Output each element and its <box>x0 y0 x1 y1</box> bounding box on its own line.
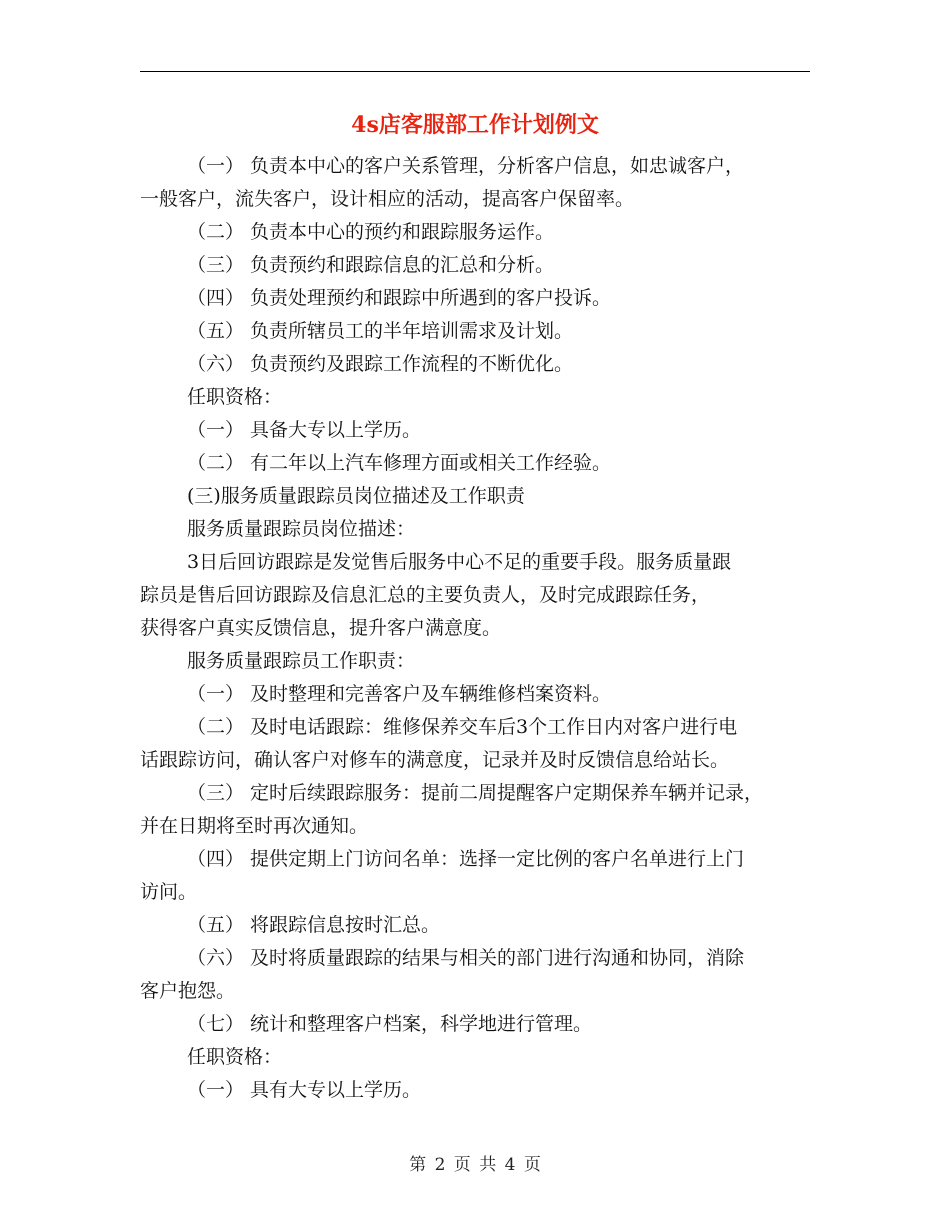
text-line: 踪员是售后回访跟踪及信息汇总的主要负责人，及时完成跟踪任务， <box>140 584 711 606</box>
text-line: 并在日期将至时再次通知。 <box>140 815 369 837</box>
text-line: 客户抱怨。 <box>140 980 236 1002</box>
section-heading: (三)服务质量跟踪员岗位描述及工作职责 <box>187 485 525 507</box>
text-line: （七） 统计和整理客户档案，科学地进行管理。 <box>187 1013 593 1035</box>
text-line: （四） 负责处理预约和跟踪中所遇到的客户投诉。 <box>187 287 612 309</box>
text-line: （六） 负责预约及跟踪工作流程的不断优化。 <box>187 353 574 375</box>
text-line: （三） 负责预约和跟踪信息的汇总和分析。 <box>187 254 555 276</box>
section-heading: 服务质量跟踪员工作职责： <box>187 650 416 672</box>
text-line: （一） 具有大专以上学历。 <box>187 1079 422 1101</box>
text-line: （四） 提供定期上门访问名单：选择一定比例的客户名单进行上门 <box>187 848 745 870</box>
text-line: （二） 有二年以上汽车修理方面或相关工作经验。 <box>187 452 612 474</box>
text-line: （五） 负责所辖员工的半年培训需求及计划。 <box>187 320 574 342</box>
text-line: 3日后回访跟踪是发觉售后服务中心不足的重要手段。服务质量跟 <box>187 551 732 573</box>
text-line: （一） 具备大专以上学历。 <box>187 419 422 441</box>
section-heading: 服务质量跟踪员岗位描述： <box>187 518 416 540</box>
text-line: 一般客户，流失客户，设计相应的活动，提高客户保留率。 <box>140 188 635 210</box>
text-line: （二） 负责本中心的预约和跟踪服务运作。 <box>187 221 555 243</box>
header-rule <box>140 71 810 72</box>
document-body <box>140 150 812 1107</box>
text-line: （六） 及时将质量跟踪的结果与相关的部门进行沟通和协同，消除 <box>187 947 745 969</box>
text-line: （一） 负责本中心的客户关系管理，分析客户信息，如忠诚客户， <box>187 155 745 177</box>
section-heading: 任职资格： <box>187 1046 283 1068</box>
text-line: （二） 及时电话跟踪：维修保养交车后3个工作日内对客户进行电 <box>187 716 738 738</box>
text-line: 话跟踪访问，确认客户对修车的满意度，记录并及时反馈信息给站长。 <box>140 749 730 771</box>
text-line: 获得客户真实反馈信息，提升客户满意度。 <box>140 617 502 639</box>
document-title: 4s店客服部工作计划例文 <box>351 112 599 138</box>
text-line: （一） 及时整理和完善客户及车辆维修档案资料。 <box>187 683 612 705</box>
text-line: 访问。 <box>140 881 198 903</box>
page-number-footer: 第 2 页 共 4 页 <box>409 1155 541 1175</box>
text-line: （三） 定时后续跟踪服务：提前二周提醒客户定期保养车辆并记录， <box>187 782 764 804</box>
text-line: （五） 将跟踪信息按时汇总。 <box>187 914 441 936</box>
section-heading: 任职资格： <box>187 386 283 408</box>
